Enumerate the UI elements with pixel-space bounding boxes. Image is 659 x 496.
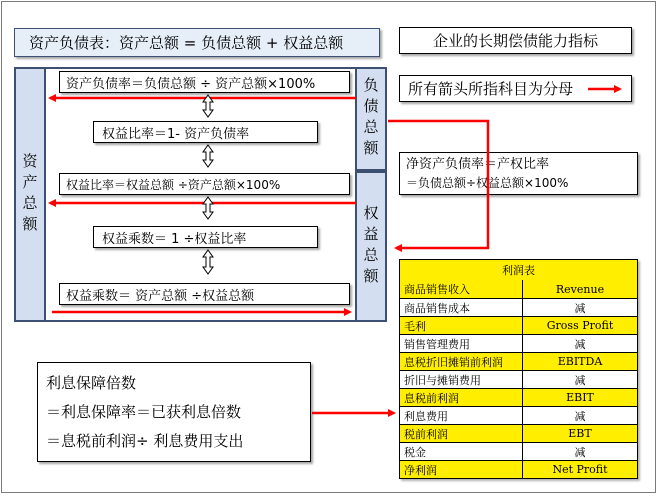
equity-multiplier-1-text: 权益乘数＝ 1 ÷权益比率 [102,231,247,247]
equity-multiplier-2-text: 权益乘数＝ 资产总额 ÷权益总额 [66,288,255,304]
total-equity-label: 权益总额 [361,204,380,289]
page-title [399,27,632,54]
income-statement-label: 净利润 [400,461,523,478]
debt-to-equity-line1: 净资产负债率＝产权比率 [406,157,550,172]
income-statement-label: 利息费用 [400,407,523,424]
income-statement-row [400,316,637,334]
debt-to-equity-box [399,152,638,195]
arrow-legend-text: 所有箭头所指科目为分母 [408,80,574,98]
income-statement-label: 商品销售收入 [400,280,523,298]
income-statement-label: 息税前利润 [400,389,523,406]
income-statement-row [400,460,637,478]
total-liabilities-column [355,67,387,171]
total-assets-label: 资产总额 [20,152,39,237]
interest-coverage-line3: ＝息税前利润÷ 利息费用支出 [46,432,244,450]
income-statement-row [400,280,637,298]
balance-sheet-equation-text: 资产负债表：资产总额 = 负债总额 + 权益总额 [29,34,344,52]
income-statement-header [400,260,637,280]
income-statement-label: 息税折旧摊销前利润 [400,353,523,370]
total-liabilities-label: 负债总额 [361,77,380,161]
income-statement-row [400,334,637,352]
debt-to-equity-line2: ＝负债总额÷权益总额×100% [406,176,569,190]
income-statement-value: EBITDA [523,353,637,370]
income-statement-row [400,352,637,370]
income-statement-label: 税前利润 [400,425,523,442]
income-statement-row [400,406,637,424]
income-statement-table [399,259,638,479]
income-statement-label: 税金 [400,443,523,460]
income-statement-value: 减 [574,373,586,387]
income-statement-label: 折旧与摊销费用 [400,371,523,388]
arrow-legend [399,75,632,102]
income-statement-row [400,424,637,442]
income-statement-value: EBIT [523,389,637,406]
income-statement-label: 销售管理费用 [400,335,523,352]
debt-ratio-formula [59,71,350,93]
income-statement-row [400,442,637,460]
equity-ratio-1-text: 权益比率＝1- 资产负债率 [102,126,250,142]
equity-ratio-formula-1 [93,121,318,143]
equity-ratio-formula-2 [59,173,350,195]
interest-coverage-line1: 利息保障倍数 [46,374,137,392]
page-title-text: 企业的长期偿债能力指标 [432,32,598,50]
income-statement-value: Revenue [523,280,637,298]
income-statement-value: 减 [574,409,586,423]
income-statement-title: 利润表 [502,264,535,277]
income-statement-value: 减 [574,445,586,459]
total-equity-column [355,171,387,322]
income-statement-row [400,370,637,388]
income-statement-value: 减 [574,301,586,315]
income-statement-label: 毛利 [400,317,523,334]
equity-multiplier-formula-2 [59,283,350,305]
income-statement-value: Net Profit [523,461,637,478]
debt-ratio-text: 资产负债率＝负债总额 ÷ 资产总额×100% [66,76,316,92]
income-statement-value: 减 [574,337,586,351]
income-statement-label: 商品销售成本 [400,299,523,316]
interest-coverage-box [37,362,311,462]
income-statement-row [400,388,637,406]
balance-sheet-equation [14,28,380,57]
total-assets-column [14,67,46,322]
income-statement-body [400,280,637,478]
income-statement-value: Gross Profit [523,317,637,334]
income-statement-value: EBT [523,425,637,442]
income-statement-row [400,298,637,316]
equity-multiplier-formula-1 [93,226,318,248]
equity-ratio-2-text: 权益比率＝权益总额 ÷资产总额×100% [66,177,281,192]
interest-coverage-line2: ＝利息保障率＝已获利息倍数 [46,403,242,421]
